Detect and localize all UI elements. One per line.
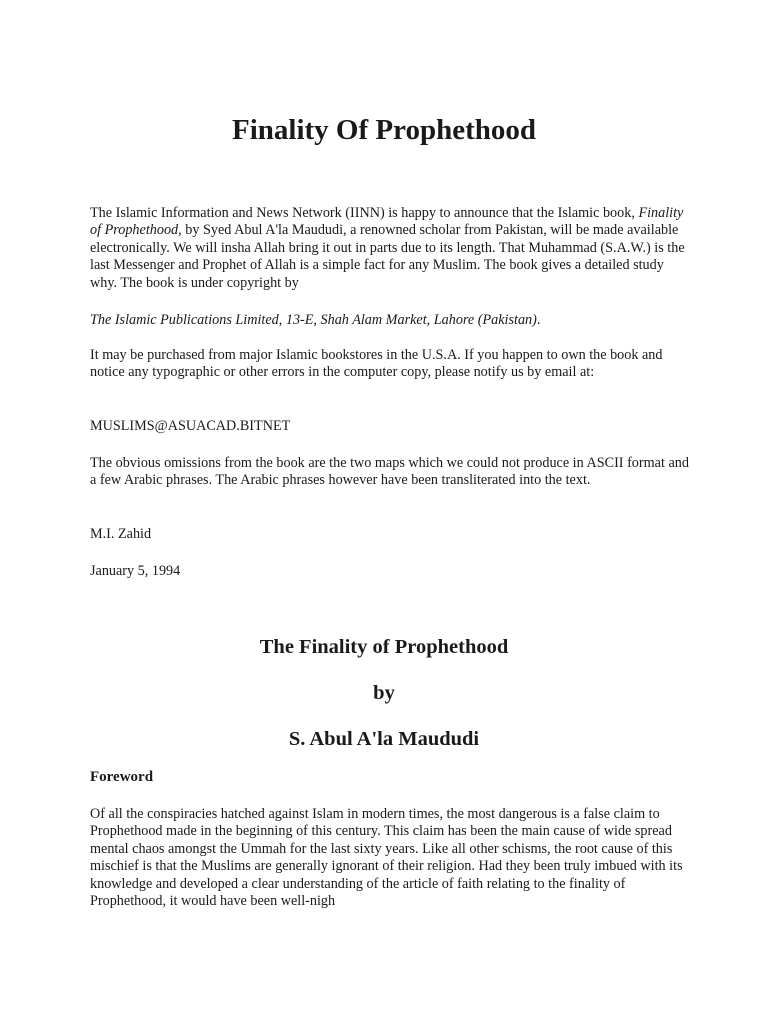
date: January 5, 1994	[90, 563, 181, 579]
purchase-paragraph: It may be purchased from major Islamic bookstores in the U.S.A. If you happen to own the book and notice any typographic or other errors in the computer copy, please notify us by email at:	[90, 347, 663, 381]
book-title-italic: Finality of Prophethood	[90, 205, 684, 239]
signature: M.I. Zahid	[90, 526, 152, 542]
publisher-line: The Islamic Publications Limited, 13-E, Shah Alam Market, Lahore (Pakistan).	[90, 312, 541, 328]
email-address: MUSLIMS@ASUACAD.BITNET	[90, 418, 291, 434]
foreword-paragraph: Of all the conspiracies hatched against Islam in modern times, the most dangerous is a false claim to Prophethood made in the beginning of this century. This claim has been the main cause of wide spread mental chaos amongst the Ummah for the last sixty years. Like all other schisms, the root cause of this mischief is that the Muslims are generally ignorant of their religion. Had they been truly imbued with its knowledge and developed a clear understanding of the article of faith relating to the finality of Prophethood, it would have been well-nigh	[90, 806, 683, 910]
intro-text-start: The Islamic Information and News Network (IINN) is happy to announce that the Islamic book,	[90, 205, 639, 221]
by-heading: by	[373, 682, 395, 704]
book-title-heading: The Finality of Prophethood	[259, 636, 509, 658]
foreword-heading: Foreword	[90, 769, 154, 785]
intro-text-end: , by Syed Abul A'la Maududi, a renowned scholar from Pakistan, will be made available electronically. We will insha Allah bring it out in parts due to its length. That Muhammad (S.A.W.) is the last Messenger and Prophet of Allah is a simple fact for any Muslim. The book gives a detailed study why. The book is under copyright by	[90, 222, 685, 291]
page-title: Finality Of Prophethood	[232, 114, 536, 146]
author-heading: S. Abul A'la Maududi	[288, 728, 480, 750]
intro-paragraph	[90, 205, 690, 292]
omissions-paragraph: The obvious omissions from the book are the two maps which we could not produce in ASCII format and a few Arabic phrases. The Arabic phrases however have been transliterated into the text.	[90, 455, 689, 489]
publisher-name: The Islamic Publications Limited, 13-E, Shah Alam Market, Lahore (Pakistan)	[90, 312, 537, 328]
